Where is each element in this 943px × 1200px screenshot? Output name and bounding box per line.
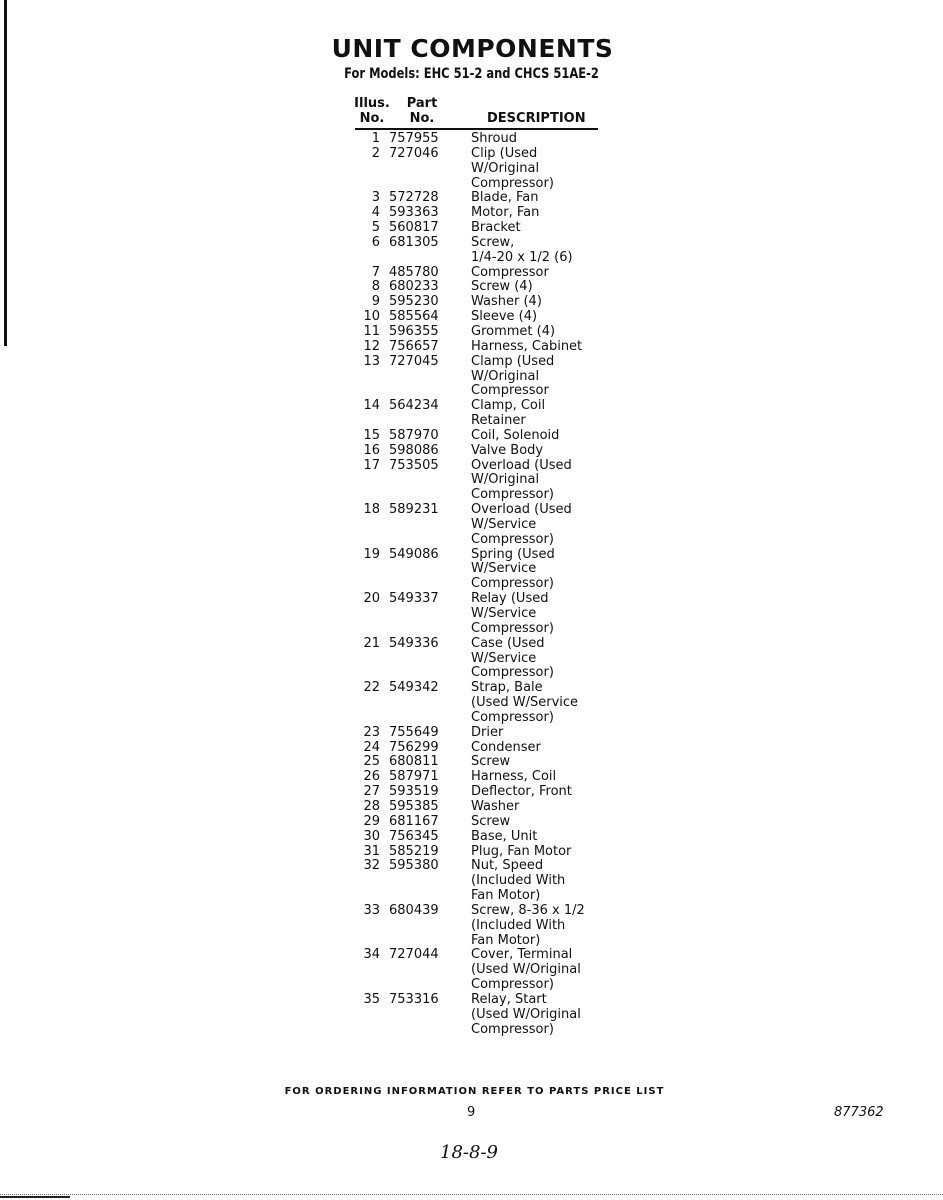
illus-number: 3: [371, 190, 380, 206]
part-number-cell: [384, 340, 471, 355]
part-number-cell: [384, 191, 471, 206]
part-number-cell: [384, 770, 471, 785]
illus-number: 28: [363, 798, 380, 814]
header-part-no: [398, 96, 446, 126]
part-number-cell: [384, 845, 471, 860]
table-row: [340, 444, 610, 459]
parts-table: [340, 132, 610, 1037]
illus-number: 34: [363, 947, 380, 963]
part-number: 727044: [389, 947, 439, 963]
part-description: Cover, Terminal (Used W/Original Compressor): [471, 947, 581, 993]
table-row: [340, 800, 610, 815]
table-row: [340, 904, 610, 949]
part-description: Clamp, Coil Retainer: [471, 398, 546, 429]
table-row: [340, 503, 610, 548]
part-description: Nut, Speed (Included With Fan Motor): [471, 858, 566, 904]
part-number-cell: [384, 429, 471, 444]
part-description: Compressor: [471, 264, 549, 280]
illus-number: 15: [363, 427, 380, 443]
table-row: [340, 280, 610, 295]
illus-number: 11: [363, 323, 380, 339]
part-number-cell: [384, 280, 471, 295]
table-row: [340, 340, 610, 355]
part-number: 680233: [389, 279, 439, 295]
part-number-cell: [384, 132, 471, 147]
illus-number: 29: [363, 813, 380, 829]
header-description: DESCRIPTION: [487, 111, 586, 126]
part-description: Plug, Fan Motor: [471, 843, 572, 859]
part-number-cell: [384, 399, 471, 429]
scan-noise: [0, 1194, 943, 1196]
table-row: [340, 548, 610, 593]
part-number: 753316: [389, 991, 439, 1007]
illus-number: 35: [363, 991, 380, 1007]
part-number: 681167: [389, 813, 439, 829]
part-number-cell: [384, 295, 471, 310]
part-number: 572728: [389, 190, 439, 206]
part-number: 485780: [389, 264, 439, 280]
part-description: Relay (Used W/Service Compressor): [471, 591, 554, 636]
illus-number: 24: [363, 739, 380, 755]
table-row: [340, 755, 610, 770]
part-description: Drier: [471, 724, 504, 740]
part-description: Coil, Solenoid: [471, 427, 560, 443]
part-description: Screw (4): [471, 279, 533, 295]
part-number: 595385: [389, 798, 439, 814]
table-row: [340, 221, 610, 236]
part-number: 595380: [389, 858, 439, 874]
part-number: 756657: [389, 338, 439, 354]
part-number-cell: [384, 459, 471, 504]
table-row: [340, 681, 610, 726]
part-description: Sleeve (4): [471, 309, 538, 325]
part-description: Screw: [471, 813, 511, 829]
part-number: 585564: [389, 309, 439, 325]
illus-number: 6: [371, 234, 380, 250]
part-description: Spring (Used W/Service Compressor): [471, 546, 555, 592]
part-number-cell: [384, 755, 471, 770]
header-illus-line2: No.: [359, 111, 385, 126]
part-number: 680811: [389, 754, 439, 770]
part-description: Screw: [471, 754, 511, 770]
table-row: [340, 845, 610, 860]
part-number-cell: [384, 325, 471, 340]
table-row: [340, 815, 610, 830]
illus-number: 2: [371, 145, 380, 161]
illus-number: 22: [363, 680, 380, 696]
part-number-cell: [384, 785, 471, 800]
part-number: 681305: [389, 234, 439, 250]
illus-number: 23: [363, 724, 380, 740]
part-number-cell: [384, 548, 471, 593]
part-description: Blade, Fan: [471, 190, 539, 206]
part-description: Overload (Used W/Service Compressor): [471, 502, 572, 547]
table-row: [340, 726, 610, 741]
header-part-line1: Part: [406, 96, 438, 111]
part-description: Relay, Start (Used W/Original Compressor): [471, 991, 581, 1037]
part-description: Harness, Coil: [471, 769, 557, 785]
part-number: 595230: [389, 294, 439, 310]
illus-number: 9: [371, 294, 380, 310]
part-number: 587971: [389, 769, 439, 785]
illus-number: 12: [363, 338, 380, 354]
illus-number: 33: [363, 902, 380, 918]
illus-number: 7: [371, 264, 380, 280]
part-number-cell: [384, 948, 471, 993]
part-description: Screw, 1/4-20 x 1/2 (6): [471, 234, 573, 265]
part-number-cell: [384, 503, 471, 548]
part-description: Clip (Used W/Original Compressor): [471, 145, 554, 191]
illus-number: 31: [363, 843, 380, 859]
table-row: [340, 459, 610, 504]
part-number: 756345: [389, 828, 439, 844]
table-row: [340, 191, 610, 206]
part-number-cell: [384, 681, 471, 726]
illus-number: 19: [363, 546, 380, 562]
part-description: Motor, Fan: [471, 205, 540, 221]
part-number-cell: [384, 800, 471, 815]
part-number: 757955: [389, 131, 439, 146]
part-number-cell: [384, 859, 471, 904]
part-number-cell: [384, 815, 471, 830]
table-row: [340, 741, 610, 756]
handwritten-note: 18-8-9: [440, 1142, 498, 1163]
illus-number: 21: [363, 635, 380, 651]
part-description: Washer (4): [471, 294, 542, 310]
part-description: Deflector, Front: [471, 784, 572, 800]
table-row: [340, 206, 610, 221]
part-number: 756299: [389, 739, 439, 755]
part-description: Valve Body: [471, 442, 544, 458]
ordering-footer: FOR ORDERING INFORMATION REFER TO PARTS PRICE LIST: [284, 1086, 665, 1097]
part-number: 598086: [389, 442, 439, 458]
table-row: [340, 859, 610, 904]
table-row: [340, 147, 610, 192]
header-illus-no: [350, 96, 394, 126]
illus-number: 25: [363, 754, 380, 770]
scan-edge-mark: [0, 1196, 70, 1198]
part-number-cell: [384, 637, 471, 682]
illus-number: 17: [363, 457, 380, 473]
part-description: Screw, 8-36 x 1/2 (Included With Fan Motor): [471, 902, 585, 948]
part-number: 549336: [389, 635, 439, 651]
document-number: 877362: [834, 1105, 884, 1120]
part-description: Washer: [471, 798, 520, 814]
part-number-cell: [384, 993, 471, 1038]
part-description: Case (Used W/Service Compressor): [471, 635, 554, 681]
part-description: Harness, Cabinet: [471, 338, 583, 354]
table-row: [340, 429, 610, 444]
header-part-line2: No.: [409, 111, 435, 126]
part-description: Strap, Bale (Used W/Service Compressor): [471, 680, 579, 725]
part-number: 753505: [389, 457, 439, 473]
table-row: [340, 785, 610, 800]
table-row: [340, 236, 610, 266]
part-number: 727045: [389, 353, 439, 369]
part-number: 585219: [389, 843, 439, 859]
table-row: [340, 325, 610, 340]
illus-number: 8: [371, 279, 380, 295]
part-number-cell: [384, 830, 471, 845]
part-number-cell: [384, 147, 471, 192]
table-row: [340, 310, 610, 325]
part-number: 755649: [389, 724, 439, 740]
part-number-cell: [384, 592, 471, 637]
part-description: Grommet (4): [471, 323, 556, 339]
table-row: [340, 770, 610, 785]
table-row: [340, 830, 610, 845]
illus-number: 20: [363, 591, 380, 607]
part-number: 596355: [389, 323, 439, 339]
part-number-cell: [384, 726, 471, 741]
part-number: 593519: [389, 784, 439, 800]
part-number-cell: [384, 904, 471, 949]
part-number-cell: [384, 221, 471, 236]
table-row: [340, 355, 610, 400]
part-description: Clamp (Used W/Original Compressor: [471, 353, 555, 399]
illus-number: 30: [363, 828, 380, 844]
illus-number: 14: [363, 398, 380, 414]
part-number-cell: [384, 206, 471, 221]
table-row: [340, 592, 610, 637]
header-illus-line1: Illus.: [354, 96, 390, 111]
models-subtitle: For Models: EHC 51-2 and CHCS 51AE-2: [344, 66, 599, 82]
part-number: 589231: [389, 502, 439, 518]
header-rule: [355, 128, 598, 130]
table-row: [340, 132, 610, 147]
illus-number: 10: [363, 309, 380, 325]
part-description: Shroud: [471, 131, 517, 146]
part-number: 593363: [389, 205, 439, 221]
table-row: [340, 266, 610, 281]
part-number: 587970: [389, 427, 439, 443]
page-number: 9: [467, 1105, 476, 1120]
part-description: Base, Unit: [471, 828, 538, 844]
part-number: 549337: [389, 591, 439, 607]
illus-number: 18: [363, 502, 380, 518]
illus-number: 26: [363, 769, 380, 785]
part-description: Condenser: [471, 739, 541, 755]
table-row: [340, 993, 610, 1038]
part-number-cell: [384, 266, 471, 281]
part-number-cell: [384, 444, 471, 459]
part-number: 564234: [389, 398, 439, 414]
illus-number: 16: [363, 442, 380, 458]
page-title: UNIT COMPONENTS: [331, 34, 614, 63]
part-number: 549342: [389, 680, 439, 696]
part-number-cell: [384, 355, 471, 400]
illus-number: 27: [363, 784, 380, 800]
part-number-cell: [384, 310, 471, 325]
table-row: [340, 295, 610, 310]
part-number: 680439: [389, 902, 439, 918]
part-number: 560817: [389, 220, 439, 236]
table-row: [340, 948, 610, 993]
part-description: Overload (Used W/Original Compressor): [471, 457, 572, 503]
illus-number: 4: [371, 205, 380, 221]
illus-number: 5: [371, 220, 380, 236]
part-number: 727046: [389, 145, 439, 161]
illus-number: 32: [363, 858, 380, 874]
part-number-cell: [384, 236, 471, 266]
table-row: [340, 399, 610, 429]
part-number: 549086: [389, 546, 439, 562]
table-row: [340, 637, 610, 682]
illus-number: 1: [371, 131, 380, 146]
illus-number: 13: [363, 353, 380, 369]
part-description: Bracket: [471, 220, 521, 236]
part-number-cell: [384, 741, 471, 756]
